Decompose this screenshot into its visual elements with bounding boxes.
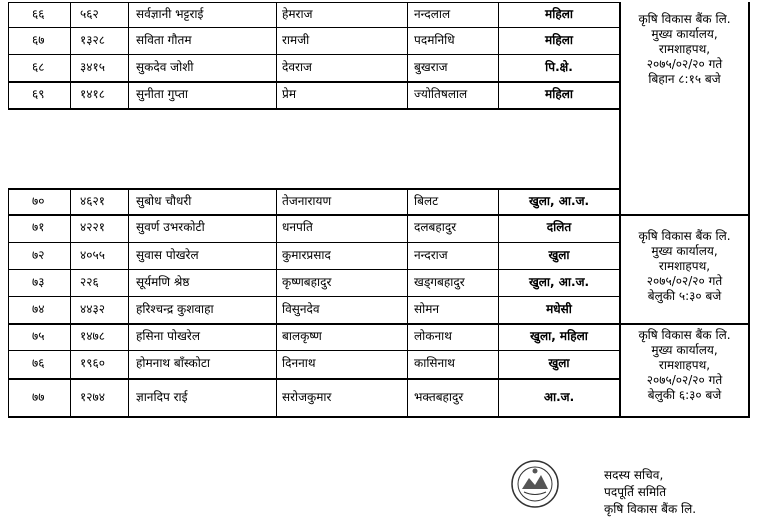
- signature-title: सदस्य सचिव,: [604, 468, 664, 482]
- father-name-cell: तेजनारायण: [282, 194, 332, 208]
- category-cell: मधेसी: [546, 302, 572, 316]
- venue-line: कृषि विकास बैंक लि.: [638, 12, 731, 26]
- venue-line: मुख्य कार्यालय,: [651, 27, 718, 41]
- candidate-name-cell: सुबोध चौधरी: [136, 194, 192, 208]
- serial-number-cell: ७६: [32, 356, 45, 370]
- father-name-cell: रामजी: [282, 33, 310, 47]
- roll-number-cell: १४१८: [80, 87, 105, 101]
- father-name-cell: कृष्णबहादुर: [282, 275, 332, 289]
- roll-number-cell: १४७८: [80, 329, 105, 343]
- grandfather-name-cell: सोमन: [414, 302, 440, 316]
- venue-line: २०७५/०२/२० गते: [646, 274, 723, 288]
- serial-number-cell: ६६: [32, 7, 45, 21]
- serial-number-cell: ७७: [32, 390, 45, 404]
- roll-number-cell: ४०५५: [80, 248, 105, 262]
- father-name-cell: धनपति: [282, 220, 313, 234]
- father-name-cell: कुमारप्रसाद: [282, 248, 331, 262]
- venue-line: रामशाहपथ,: [658, 259, 711, 273]
- roll-number-cell: २२६: [80, 275, 99, 289]
- candidate-name-cell: ज्ञानदिप राई: [136, 390, 188, 404]
- grandfather-name-cell: कासिनाथ: [414, 356, 455, 370]
- venue-block-2: [621, 229, 748, 304]
- roll-number-cell: १३२८: [80, 33, 105, 47]
- category-cell: दलित: [546, 220, 572, 234]
- roll-number-cell: ३४१५: [80, 60, 105, 74]
- category-cell: महिला: [545, 87, 573, 101]
- candidate-name-cell: सुवर्ण उभरकोटी: [136, 220, 205, 234]
- grandfather-name-cell: खड्गबहादुर: [414, 275, 465, 289]
- grandfather-name-cell: लोकनाथ: [414, 329, 452, 343]
- grandfather-name-cell: पदमनिधि: [414, 33, 455, 47]
- grandfather-name-cell: बुखराज: [414, 60, 448, 74]
- category-cell: पि.क्षे.: [545, 60, 573, 74]
- roll-number-cell: १९६०: [80, 356, 105, 370]
- signature-org: कृषि विकास बैंक लि.: [604, 502, 697, 516]
- serial-number-cell: ७५: [32, 329, 45, 343]
- venue-line: २०७५/०२/२० गते: [646, 57, 723, 71]
- category-cell: खुला, आ.ज.: [528, 194, 590, 208]
- category-cell: खुला: [548, 248, 570, 262]
- venue-line: बिहान ८:१५ बजे: [648, 72, 721, 86]
- roll-number-cell: ४६२१: [80, 194, 105, 208]
- venue-line: २०७५/०२/२० गते: [646, 373, 723, 387]
- father-name-cell: सरोजकुमार: [282, 390, 332, 404]
- venue-line: कृषि विकास बैंक लि.: [638, 328, 731, 342]
- roll-number-cell: ४२२१: [80, 220, 105, 234]
- grandfather-name-cell: भक्तबहादुर: [414, 390, 464, 404]
- serial-number-cell: ७१: [32, 220, 45, 234]
- grandfather-name-cell: नन्दलाल: [414, 7, 451, 21]
- category-cell: महिला: [545, 7, 573, 21]
- category-cell: आ.ज.: [543, 390, 575, 404]
- venue-line: रामशाहपथ,: [658, 42, 711, 56]
- grandfather-name-cell: ज्योतिषलाल: [414, 87, 468, 101]
- grandfather-name-cell: नन्दराज: [414, 248, 448, 262]
- category-cell: महिला: [545, 33, 573, 47]
- father-name-cell: विसुनदेव: [282, 302, 320, 316]
- venue-line: मुख्य कार्यालय,: [651, 244, 718, 258]
- serial-number-cell: ७३: [32, 275, 45, 289]
- serial-number-cell: ७४: [32, 302, 45, 316]
- father-name-cell: दिननाथ: [282, 356, 316, 370]
- candidate-name-cell: सुवास पोखरेल: [136, 248, 199, 262]
- candidate-name-cell: सविता गौतम: [136, 33, 192, 47]
- father-name-cell: हेमराज: [282, 7, 313, 21]
- category-cell: खुला, महिला: [530, 329, 588, 343]
- candidate-name-cell: हसिना पोखरेल: [136, 329, 200, 343]
- serial-number-cell: ६७: [32, 33, 45, 47]
- father-name-cell: देवराज: [282, 60, 312, 74]
- serial-number-cell: ६९: [32, 87, 45, 101]
- bank-seal-icon: [510, 459, 560, 509]
- candidate-name-cell: सूर्यमणि श्रेष्ठ: [136, 275, 190, 289]
- father-name-cell: प्रेम: [282, 87, 297, 101]
- venue-line: कृषि विकास बैंक लि.: [638, 229, 731, 243]
- venue-block-3: [621, 328, 748, 403]
- serial-number-cell: ६८: [32, 60, 45, 74]
- candidate-name-cell: सुकदेव जोशी: [136, 60, 194, 74]
- candidate-name-cell: सुनीता गुप्ता: [136, 87, 189, 101]
- roll-number-cell: ५६२: [80, 7, 99, 21]
- signature-block: [604, 467, 696, 518]
- candidate-name-cell: सर्वज्ञानी भट्टराई: [136, 7, 204, 21]
- grandfather-name-cell: बिलट: [414, 194, 439, 208]
- grandfather-name-cell: दलबहादुर: [414, 220, 457, 234]
- venue-block-1: [621, 12, 748, 87]
- venue-line: मुख्य कार्यालय,: [651, 343, 718, 357]
- roll-number-cell: १२७४: [80, 390, 105, 404]
- candidate-name-cell: हरिश्चन्द्र कुशवाहा: [136, 302, 214, 316]
- signature-committee: पदपूर्ति समिति: [604, 485, 667, 499]
- category-cell: खुला, आ.ज.: [528, 275, 590, 289]
- venue-line: बेलुकी ५:३० बजे: [647, 289, 722, 303]
- category-cell: खुला: [548, 356, 570, 370]
- venue-line: बेलुकी ६:३० बजे: [647, 388, 722, 402]
- candidate-name-cell: होमनाथ बाँस्कोटा: [136, 356, 211, 370]
- serial-number-cell: ७२: [32, 248, 45, 262]
- roll-number-cell: ४४३२: [80, 302, 105, 316]
- serial-number-cell: ७०: [32, 194, 45, 208]
- father-name-cell: बालकृष्ण: [282, 329, 322, 343]
- venue-line: रामशाहपथ,: [658, 358, 711, 372]
